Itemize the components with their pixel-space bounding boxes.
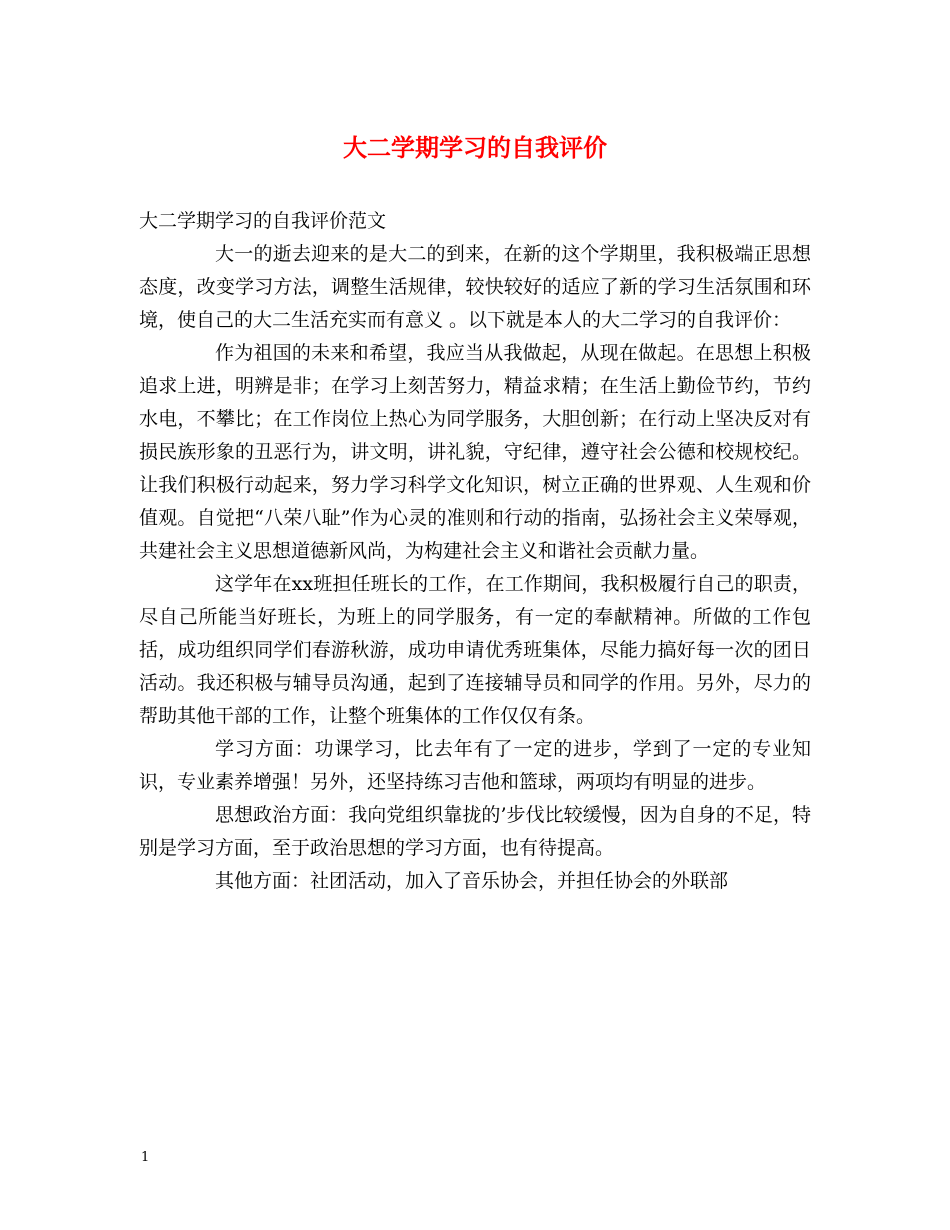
paragraph-study: 学习方面：功课学习，比去年有了一定的进步，学到了一定的专业知识，专业素养增强！另外，还坚持练习吉他和篮球，两项均有明显的进步。	[139, 738, 811, 793]
document-subtitle: 大二学期学习的自我评价范文	[139, 210, 387, 232]
paragraph-politics: 思想政治方面：我向党组织靠拢的’步伐比较缓慢，因为自身的不足，特别是学习方面，至于政治思想的学习方面，也有待提高。	[139, 804, 811, 859]
page-number: 1	[141, 1150, 150, 1165]
paragraph-other: 其他方面：社团活动，加入了音乐协会，并担任协会的外联部	[215, 870, 729, 892]
paragraph-intro: 大一的逝去迎来的是大二的到来，在新的这个学期里，我积极端正思想态度，改变学习方法，调整生活规律，较快较好的适应了新的学习生活氛围和环境，使自己的大二生活充实而有意义 。以下就是本人的大二学习的自我评价：	[139, 243, 811, 331]
paragraph-ideals: 作为祖国的未来和希望，我应当从我做起，从现在做起。在思想上积极追求上进，明辨是非；在学习上刻苦努力，精益求精；在生活上勤俭节约，节约水电，不攀比；在工作岗位上热心为同学服务，大胆创新；在行动上坚决反对有损民族形象的丑恶行为，讲文明，讲礼貌，守纪律，遵守社会公德和校规校纪。让我们积极行动起来，努力学习科学文化知识，树立正确的世界观、人生观和价值观。自觉把“八荣八耻”作为心灵的准则和行动的指南，弘扬社会主义荣辱观，共建社会主义思想道德新风尚，为构建社会主义和谐社会贡献力量。	[139, 342, 811, 562]
paragraph-class-monitor: 这学年在xx班担任班长的工作，在工作期间，我积极履行自己的职责，尽自己所能当好班长，为班上的同学服务，有一定的奉献精神。所做的工作包括，成功组织同学们春游秋游，成功申请优秀班集体，尽能力搞好每一次的团日活动。我还积极与辅导员沟通，起到了连接辅导员和同学的作用。另外，尽力的帮助其他干部的工作，让整个班集体的工作仅仅有条。	[139, 573, 811, 727]
document-title: 大二学期学习的自我评价	[343, 133, 607, 162]
document-body	[139, 205, 811, 898]
